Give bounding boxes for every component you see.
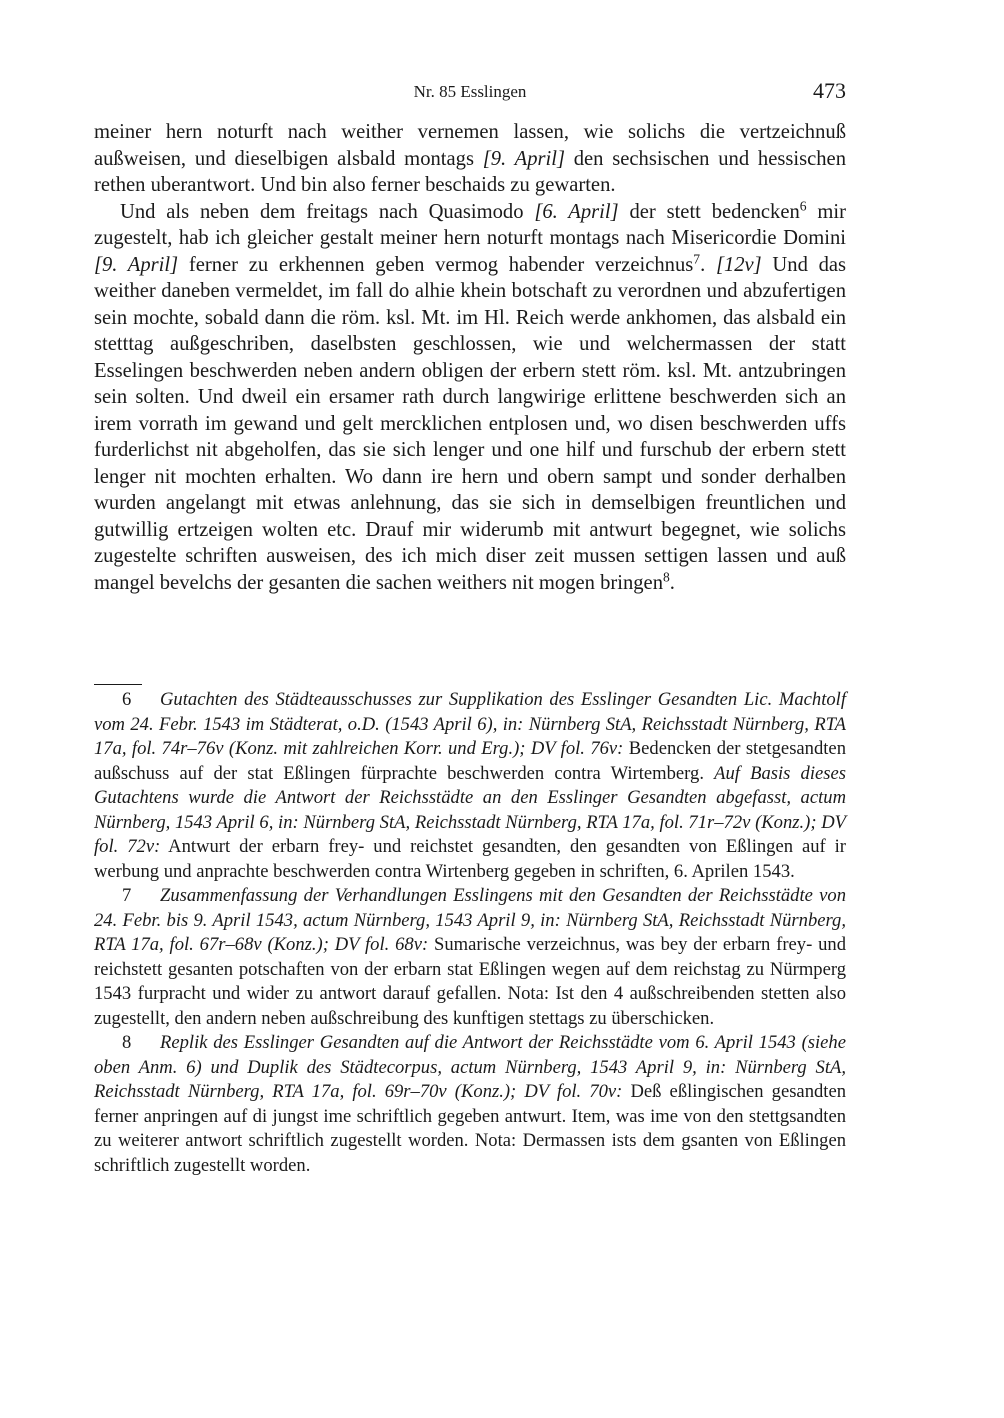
date-annotation: [6. April]	[534, 200, 619, 223]
page-number: 473	[813, 78, 846, 103]
footnote-text: Sumarische verzeichnus, was bey der erbarn frey- und reichstett gesanten potschaften von der erbarn stat Eßlingen wegen auf dem reichstag zu Nürmperg 1543 furpracht und wider zu antwort darauf gefallen. Nota: Ist den 4 außschreibenden stetten also zugestellt, den andern neben außschreibung des kunftigen stettags zu überschicken.	[94, 934, 847, 1029]
footnote-ref-6[interactable]: 6	[799, 198, 807, 214]
main-text	[94, 119, 846, 596]
text-run: mir zugestelt, hab ich gleicher gestalt meiner hern noturft montags nach Misericordie Domini	[94, 200, 847, 249]
footnote-italic: Zusammenfassung der Verhandlungen Esslingens mit den Gesandten der Reichsstädte von 24. Febr. bis 9. April 1543, actum Nürnberg, 1543 April 9, in: Nürnberg StA, Reichsstadt Nürnberg, RTA 17a, fol. 67r–68v (Konz.); DV fol. 68v:	[94, 885, 846, 955]
paragraph-2	[94, 199, 846, 597]
footnote-italic: Gutachten des Städteausschusses zur Supplikation des Esslinger Gesandten Lic. Machtolf vom 24. Febr. 1543 im Städterat, o.D. (1543 April 6), in: Nürnberg StA, Reichsstadt Nürnberg, RTA 17a, fol. 74r–76v (Konz. mit zahlreichen Korr. und Erg.); DV fol. 76v:	[94, 689, 846, 759]
footnote-number: 6	[122, 689, 132, 710]
footnote-text: Deß eßlingischen gesandten ferner anpringen auf di jungst ime schriftlich gegeben antwurt. Item, was ime von den stettgsandten zu weiterer antwort schriftlich zugestellt worden. Nota: Dermassen ists dem gsanten von Eßlingen schriftlich zugestellt worden.	[94, 1081, 846, 1176]
footnote-ref-7[interactable]: 7	[693, 251, 701, 267]
footnote-7	[94, 884, 846, 1031]
footnote-separator	[94, 684, 142, 685]
footnote-8	[94, 1031, 846, 1178]
text-run: .	[700, 253, 716, 276]
footnote-ref-8[interactable]: 8	[663, 569, 670, 585]
footnote-italic: Replik des Esslinger Gesandten auf die Antwort der Reichsstädte vom 6. April 1543 (siehe oben Anm. 6) und Duplik des Städtecorpus, actum Nürnberg, 1543 April 9, in: Nürnberg StA, Reichsstadt Nürnberg, RTA 17a, fol. 69r–70v (Konz.); DV fol. 70v:	[94, 1032, 846, 1102]
page-header	[94, 80, 846, 110]
footnote-italic: Auf Basis dieses Gutachtens wurde die Antwort der Reichsstädte an den Esslinger Gesandten abgefasst, actum Nürnberg, 1543 April 6, in: Nürnberg StA, Reichsstadt Nürnberg, RTA 17a, fol. 71r–72v (Konz.); DV fol. 72v:	[94, 762, 846, 857]
date-annotation: [9. April]	[94, 253, 179, 276]
text-run: meiner hern noturft nach weither vernemen lassen, wie solichs die vertzeichnuß außweisen, und dieselbigen alsbald montags	[94, 121, 846, 170]
footnote-text: Antwurt der erbarn frey- und reichstet gesandten, den gesandten von Eßlingen auf ir werbung und anprachte beschwerden contra Wirtenberg gegeben in schriften, 6. Aprilen 1543.	[94, 836, 846, 882]
footnote-text: Bedencken der stetgesandten außschuss auf der stat Eßlingen fürprachte beschwerden contra Wirtemberg.	[94, 738, 846, 784]
text-run: Und das weither daneben vermeldet, im fall do alhie khein botschaft zu verordnen und abzufertigen sein mochte, sobald dann die röm. ksl. Mt. im Hl. Reich werde ankhomen, das alsbald ein stetttag außgeschriben, daselbsten geschlossen, wie und welchermassen der statt Esselingen beschwerden neben andern obligen der erbern stett röm. ksl. Mt. antzubringen sein solten. Und dweil ein ersamer rath durch langwirige erlittene beschwerden sich an irem vorrath im gewand und gelt mercklichen entplosen und, wo disen beschwerden uffs furderlichst nit abgeholfen, das sie sich lenger und one hilf und furschub der erbern stett lenger nit mochten erhalten. Wo dann ire hern und obern sampt und sonder derhalben wurden angelangt mit etwas anlehnung, das sie sich in demselbigen freuntlichen und gutwillig ertzeigen wolten etc. Drauf mir widerumb mit antwurt begegnet, wie solichs zugestelte schriften ausweisen, des ich mich diser zeit mussen settigen lassen und auß mangel bevelchs der gesanten die sachen weithers nit mogen bringen	[94, 253, 847, 594]
text-run: der stett bedencken	[618, 200, 800, 223]
footnote-number: 7	[122, 885, 132, 906]
footnotes	[94, 688, 846, 1178]
folio-marker: [12v]	[715, 253, 762, 276]
text-run: ferner zu erkhennen geben vermog habender verzeichnus	[178, 253, 694, 276]
running-head: Nr. 85 Esslingen	[413, 82, 527, 101]
text-run: Und als neben dem freitags nach Quasimodo	[120, 200, 535, 223]
text-run: .	[669, 571, 675, 594]
text-run: den sechsischen und hessischen rethen uberantwort. Und bin also ferner beschaids zu gewarten.	[94, 147, 846, 196]
footnote-number: 8	[122, 1032, 132, 1053]
paragraph-1	[94, 119, 846, 199]
date-annotation: [9. April]	[482, 147, 565, 170]
footnote-6	[94, 688, 846, 884]
